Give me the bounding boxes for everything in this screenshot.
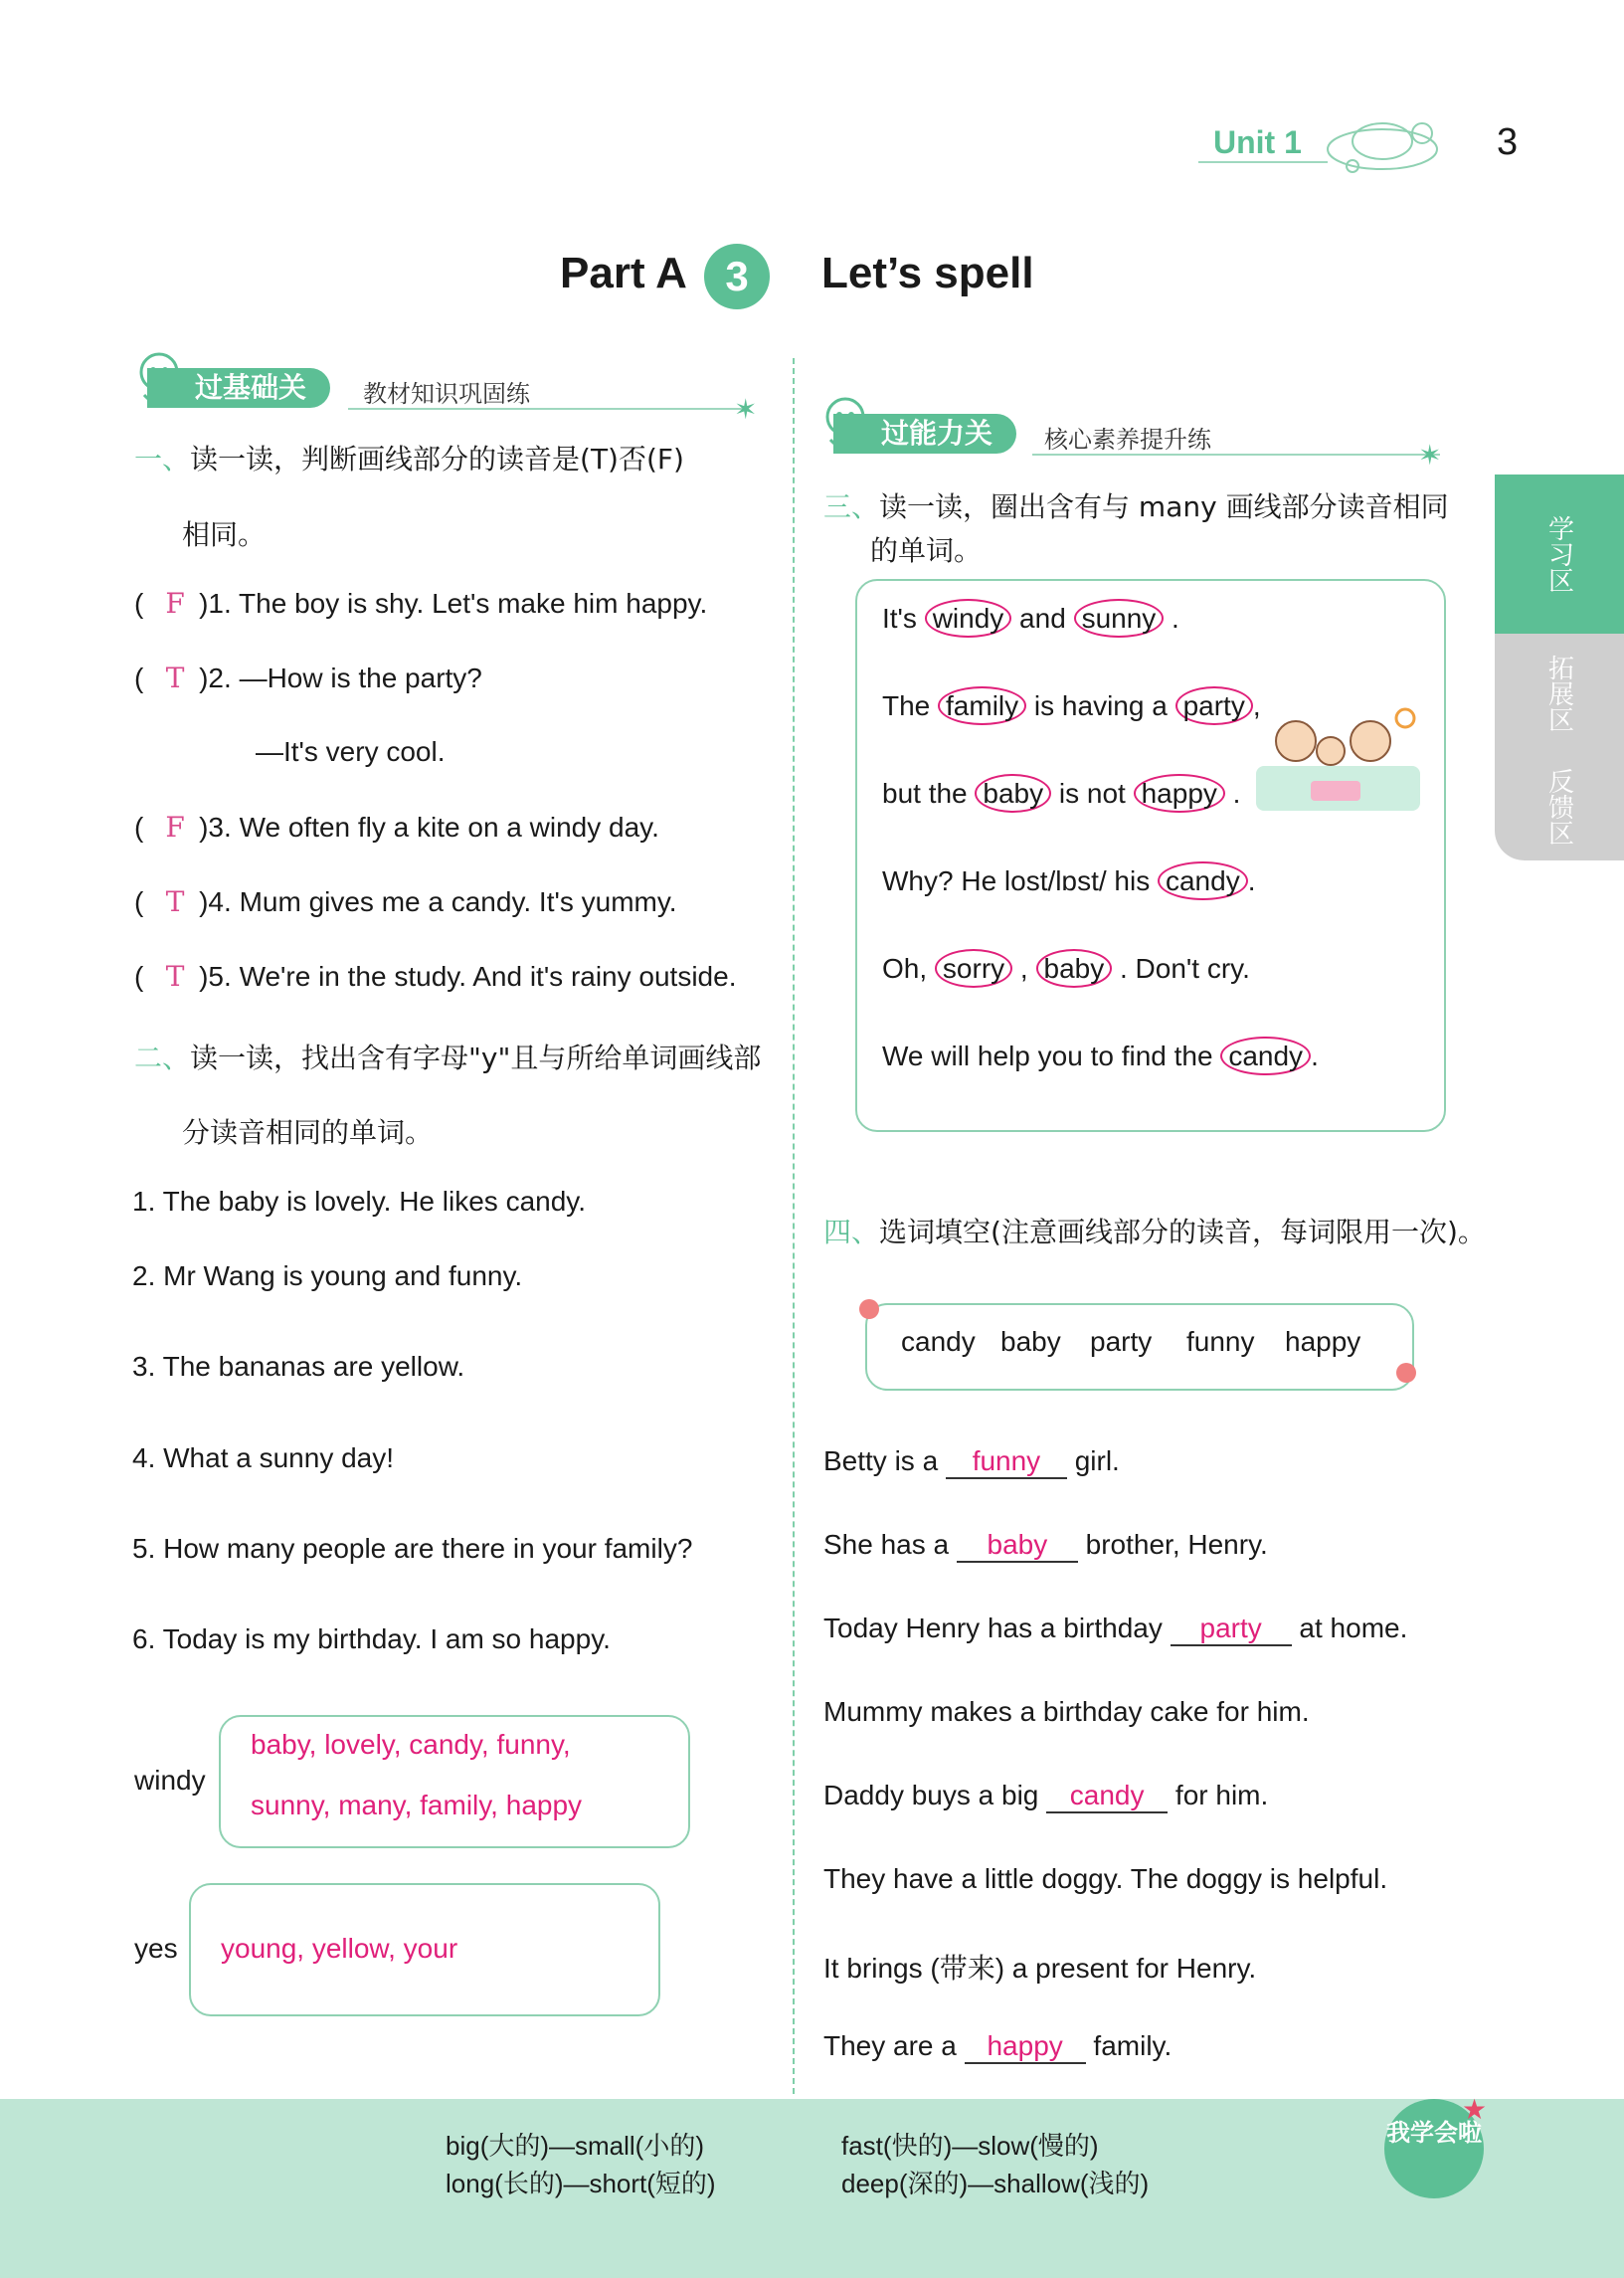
q3-line-4-post: . xyxy=(1247,865,1256,896)
q3-line-2-post: , xyxy=(1252,690,1261,721)
q1-item-3-open: ( xyxy=(134,812,152,843)
q4-sentence-5-post: for him. xyxy=(1168,1780,1269,1810)
q3-circled-word[interactable]: windy xyxy=(925,599,1012,638)
q4-sentence-1-post: girl. xyxy=(1066,1445,1120,1476)
q4-sentence-2-pre: She has a xyxy=(823,1529,957,1560)
section-basic-subtitle: 教材知识巩固练 xyxy=(363,380,530,408)
q3-line-1-mid: and xyxy=(1011,603,1074,634)
q1-title-line2: 相同。 xyxy=(182,518,267,551)
q3-circled-word[interactable]: party xyxy=(1175,686,1253,725)
q3-line-3 xyxy=(882,778,1240,810)
q2-sentence-4: 4. What a sunny day! xyxy=(132,1442,395,1473)
q4-blank[interactable]: candy xyxy=(1046,1780,1168,1813)
footer-antonyms-1: big(大的)—small(小的) xyxy=(446,2131,705,2161)
q4-sentence-3-pre: Today Henry has a birthday xyxy=(823,1613,1171,1643)
q4-sentence-3-post: at home. xyxy=(1291,1613,1408,1643)
q3-line-6-post: . xyxy=(1311,1041,1319,1071)
q4-blank[interactable]: baby xyxy=(957,1529,1078,1563)
q4-sentence-3 xyxy=(823,1613,1407,1646)
word-bank-word: candy xyxy=(901,1326,976,1357)
word-bank-word: funny xyxy=(1186,1326,1255,1357)
q4-number: 四、 xyxy=(823,1216,880,1248)
q1-item-4-open: ( xyxy=(134,886,152,917)
q1-item-3-text: )3. We often fly a kite on a windy day. xyxy=(199,812,659,843)
q1-instruction: 读一读，判断画线部分的读音是(T)否(F) xyxy=(190,443,684,475)
q1-item-3 xyxy=(134,811,659,844)
q1-item-3-answer: F xyxy=(165,811,185,844)
q4-blank[interactable]: happy xyxy=(965,2030,1086,2064)
q1-title xyxy=(134,438,684,477)
q1-item-4-answer: T xyxy=(165,885,185,918)
page-number: 3 xyxy=(1497,121,1519,163)
q2-sentence-2: 2. Mr Wang is young and funny. xyxy=(132,1260,523,1291)
section-ability-subtitle: 核心素养提升练 xyxy=(1044,426,1211,454)
q3-line-4-pre: Why? He lost/lɒst/ his xyxy=(882,865,1158,896)
q3-circled-word[interactable]: candy xyxy=(1220,1037,1311,1075)
q1-item-1 xyxy=(134,587,707,620)
q2-yes-answer: young, yellow, your xyxy=(221,1933,458,1964)
unit-underline xyxy=(1198,161,1328,163)
lesson-title: Let’s spell xyxy=(821,249,1034,297)
q1-item-1-open: ( xyxy=(134,588,152,619)
q3-circled-word[interactable]: happy xyxy=(1134,774,1225,813)
q4-sentence-2 xyxy=(823,1529,1268,1563)
q3-line-2 xyxy=(882,690,1261,722)
q2-windy-label: windy xyxy=(134,1765,206,1796)
q3-number: 三、 xyxy=(823,490,880,523)
q4-sentence-8-post: family. xyxy=(1085,2030,1173,2061)
q3-circled-word[interactable]: candy xyxy=(1158,861,1248,900)
q3-line-3-mid: is not xyxy=(1051,778,1134,809)
footer-antonyms-3: fast(快的)—slow(慢的) xyxy=(841,2131,1099,2161)
q4-sentence-1 xyxy=(823,1445,1120,1479)
q4-sentence-6: They have a little doggy. The doggy is helpful. xyxy=(823,1863,1388,1894)
unit-label: Unit 1 xyxy=(1213,124,1302,160)
i-learned-badge[interactable]: 我学会啦 xyxy=(1384,2099,1484,2198)
planet-decoration-icon xyxy=(1323,111,1457,183)
q1-item-4 xyxy=(134,885,677,918)
column-divider xyxy=(793,358,795,2094)
q4-sentence-2-post: brother, Henry. xyxy=(1077,1529,1268,1560)
q3-title xyxy=(823,485,1449,525)
word-bank-word: happy xyxy=(1285,1326,1361,1357)
q3-title-line2: 的单词。 xyxy=(870,534,983,567)
q3-line-1-post: . xyxy=(1164,603,1179,634)
q3-line-2-mid: is having a xyxy=(1026,690,1175,721)
q4-instruction: 选词填空(注意画线部分的读音，每词限用一次)。 xyxy=(879,1216,1486,1248)
q2-title xyxy=(134,1037,761,1076)
footer-band xyxy=(0,2099,1624,2278)
q1-item-4-text: )4. Mum gives me a candy. It's yummy. xyxy=(199,886,677,917)
q3-line-5 xyxy=(882,953,1250,985)
star-icon-2: ✶ xyxy=(1418,440,1442,471)
q3-line-5-post: . Don't cry. xyxy=(1112,953,1250,984)
word-bank-word: party xyxy=(1090,1326,1153,1357)
family-illustration-icon xyxy=(1251,696,1425,816)
q1-item-1-text: )1. The boy is shy. Let's make him happy. xyxy=(199,588,708,619)
q1-item-2-open: ( xyxy=(134,663,152,693)
q3-circled-word[interactable]: baby xyxy=(975,774,1051,813)
q3-circled-word[interactable]: family xyxy=(938,686,1026,725)
q2-sentence-6: 6. Today is my birthday. I am so happy. xyxy=(132,1623,611,1654)
q1-number: 一、 xyxy=(134,443,191,475)
q4-sentence-1-pre: Betty is a xyxy=(823,1445,946,1476)
footer-antonyms-2: long(长的)—short(短的) xyxy=(446,2169,716,2198)
q2-instruction: 读一读，找出含有字母"y"且与所给单词画线部 xyxy=(190,1042,762,1074)
q1-item-5-open: ( xyxy=(134,961,152,992)
q2-number: 二、 xyxy=(134,1042,191,1074)
star-icon-3: ★ xyxy=(1462,2094,1488,2125)
q4-sentence-8 xyxy=(823,2030,1172,2064)
section-ability-rule xyxy=(1032,454,1440,456)
footer-antonyms-4: deep(深的)—shallow(浅的) xyxy=(841,2169,1150,2198)
q4-blank[interactable]: party xyxy=(1171,1613,1292,1646)
q3-line-1 xyxy=(882,603,1179,635)
q4-sentence-7: It brings (带来) a present for Henry. xyxy=(823,1953,1257,1984)
q3-line-4 xyxy=(882,865,1255,897)
q4-blank[interactable]: funny xyxy=(946,1445,1067,1479)
side-tab-feedback[interactable]: 反馈区 xyxy=(1495,753,1624,860)
q2-yes-label: yes xyxy=(134,1933,178,1964)
dot-icon xyxy=(859,1299,879,1319)
star-icon: ✶ xyxy=(734,394,758,425)
part-title: Part A xyxy=(560,249,687,297)
q4-sentence-4: Mummy makes a birthday cake for him. xyxy=(823,1696,1310,1727)
q2-title-line2: 分读音相同的单词。 xyxy=(182,1116,434,1149)
q4-title xyxy=(823,1211,1486,1250)
q3-line-6 xyxy=(882,1041,1319,1072)
q3-circled-word[interactable]: sorry xyxy=(935,949,1012,988)
q3-line-3-post: . xyxy=(1224,778,1241,809)
q1-item-2-reply: —It's very cool. xyxy=(256,736,446,767)
dot-icon xyxy=(1396,1363,1416,1383)
q2-sentence-3: 3. The bananas are yellow. xyxy=(132,1351,465,1382)
section-basic-tag: 过基础关 xyxy=(147,368,330,408)
section-ability-tag: 过能力关 xyxy=(833,414,1016,454)
side-tab-extend[interactable]: 拓展区 xyxy=(1495,634,1624,753)
q2-windy-answer-line1: baby, lovely, candy, funny, xyxy=(251,1729,571,1760)
q2-windy-answer-line2: sunny, many, family, happy xyxy=(251,1790,583,1820)
q3-instruction: 读一读，圈出含有与 many 画线部分读音相同 xyxy=(879,490,1449,523)
q2-sentence-5: 5. How many people are there in your family? xyxy=(132,1533,693,1564)
q1-item-2 xyxy=(134,662,482,694)
q1-item-5-answer: T xyxy=(165,960,185,993)
q4-sentence-5-pre: Daddy buys a big xyxy=(823,1780,1047,1810)
q1-item-5 xyxy=(134,960,736,993)
q4-sentence-5 xyxy=(823,1780,1268,1813)
q1-item-2-text: )2. —How is the party? xyxy=(199,663,482,693)
q2-sentence-1: 1. The baby is lovely. He likes candy. xyxy=(132,1186,586,1217)
q4-sentence-8-pre: They are a xyxy=(823,2030,965,2061)
q3-line-5-pre: Oh, xyxy=(882,953,935,984)
word-bank-word: baby xyxy=(1000,1326,1061,1357)
section-basic-rule xyxy=(348,408,746,410)
q3-line-2-pre: The xyxy=(882,690,939,721)
q1-item-5-text: )5. We're in the study. And it's rainy outside. xyxy=(199,961,737,992)
q3-circled-word[interactable]: sunny xyxy=(1074,599,1165,638)
q3-line-6-pre: We will help you to find the xyxy=(882,1041,1221,1071)
lesson-number-badge: 3 xyxy=(704,244,770,309)
q3-line-3-pre: but the xyxy=(882,778,976,809)
q3-circled-word[interactable]: baby xyxy=(1036,949,1113,988)
q3-line-5-mid: , xyxy=(1012,953,1036,984)
q1-item-1-answer: F xyxy=(165,587,185,620)
q3-line-1-pre: It's xyxy=(882,603,925,634)
side-tab-study[interactable]: 学习区 xyxy=(1495,475,1624,634)
q1-item-2-answer: T xyxy=(165,662,185,694)
